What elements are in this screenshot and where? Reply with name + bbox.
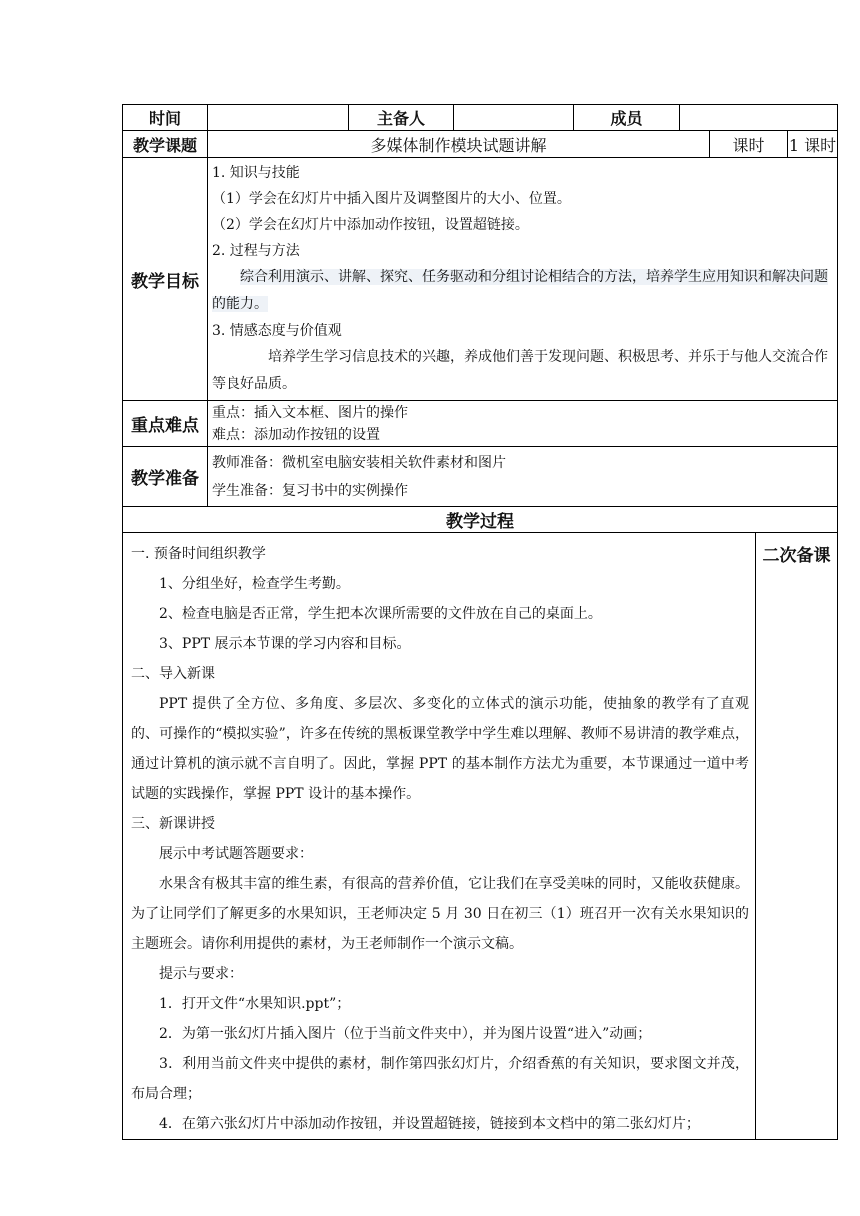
- section-3-heading: 三、新课讲授: [131, 816, 215, 832]
- teacher-preparation: 教师准备：微机室电脑安装相关软件素材和图片: [212, 454, 506, 471]
- step-1-3: 3、PPT 展示本节课的学习内容和目标。: [159, 636, 411, 652]
- intro-paragraph: PPT 提供了全方位、多角度、多层次、多变化的立体式的演示功能，使抽象的教学有了直观的、可操作的“模拟实验”，许多在传统的黑板课堂教学中学生难以理解、教师不易讲清的教学难点，通过计算机的演示就不言自明了。因此，掌握 PPT 的基本制作方法尤为重要，本节课通过一道中考试题的实践操作，掌握 PPT 设计的基本操作。: [131, 696, 749, 802]
- hours-value: 1 课时: [788, 131, 838, 158]
- key-points-row: [123, 401, 838, 447]
- preparer-value: [454, 105, 574, 131]
- preparation-row: [123, 447, 838, 507]
- exam-scenario-paragraph: 水果含有极其丰富的维生素，有很高的营养价值，它让我们在享受美味的同时，又能收获健康。为了让同学们了解更多的水果知识，王老师决定 5 月 30 日在初三（1）班召开一次有关水果知识的主题班会。请你利用提供的素材，为王老师制作一个演示文稿。: [131, 876, 749, 952]
- members-value: [680, 105, 838, 131]
- time-label: 时间: [123, 105, 208, 131]
- objective-item-1: （1）学会在幻灯片中插入图片及调整图片的大小、位置。: [212, 191, 571, 207]
- members-label: 成员: [574, 105, 680, 131]
- objective-paragraph-2: 培养学生学习信息技术的兴趣，养成他们善于发现问题、积极思考、并乐于与他人交流合作等良好品质。: [212, 349, 828, 392]
- preparer-label: 主备人: [349, 105, 454, 131]
- student-preparation: 学生准备：复习书中的实例操作: [212, 482, 408, 499]
- objectives-label: 教学目标: [123, 158, 208, 401]
- step-1-2: 2、检查电脑是否正常，学生把本次课所需要的文件放在自己的桌面上。: [159, 606, 602, 622]
- objective-heading-1: 1. 知识与技能: [212, 165, 300, 181]
- section-2-heading: 二、导入新课: [131, 666, 215, 682]
- objective-heading-3: 3. 情感态度与价值观: [212, 323, 342, 339]
- process-title: 教学过程: [123, 507, 838, 533]
- second-preparation-label: 二次备课: [756, 533, 838, 1140]
- exam-requirements-heading: 展示中考试题答题要求：: [159, 846, 313, 862]
- key-point: 重点：插入文本框、图片的操作: [212, 404, 408, 421]
- topic-row: [123, 131, 838, 158]
- requirement-3: 3．利用当前文件夹中提供的素材，制作第四张幻灯片，介绍香蕉的有关知识，要求图文并茂，布局合理；: [131, 1056, 749, 1102]
- key-points-content: [208, 401, 838, 447]
- objective-item-2: （2）学会在幻灯片中添加动作按钮，设置超链接。: [212, 217, 529, 233]
- preparation-label: 教学准备: [123, 447, 208, 507]
- requirement-4: 4．在第六张幻灯片中添加动作按钮，并设置超链接，链接到本文档中的第二张幻灯片；: [159, 1116, 700, 1132]
- lesson-plan-table: [122, 104, 838, 1140]
- topic-value: 多媒体制作模块试题讲解: [208, 131, 710, 158]
- hours-label: 课时: [710, 131, 788, 158]
- preparation-content: [208, 447, 838, 507]
- step-1-1: 1、分组坐好，检查学生考勤。: [159, 576, 350, 592]
- header-row: [123, 105, 838, 131]
- difficult-point: 难点：添加动作按钮的设置: [212, 426, 380, 443]
- time-value: [208, 105, 349, 131]
- requirement-1: 1．打开文件“水果知识.ppt”；: [159, 996, 351, 1012]
- objective-heading-2: 2. 过程与方法: [212, 243, 300, 259]
- process-content-row: [123, 533, 838, 1140]
- objectives-row: [123, 158, 838, 401]
- process-title-row: [123, 507, 838, 533]
- section-1-heading: 一. 预备时间组织教学: [131, 546, 266, 562]
- objectives-content: [208, 158, 838, 401]
- requirement-2: 2．为第一张幻灯片插入图片（位于当前文件夹中），并为图片设置“进入”动画；: [159, 1026, 652, 1042]
- objective-paragraph-1: 综合利用演示、讲解、探究、任务驱动和分组讨论相结合的方法，培养学生应用知识和解决问题的能力。: [212, 269, 828, 312]
- topic-label: 教学课题: [123, 131, 208, 158]
- hints-heading: 提示与要求：: [159, 966, 243, 982]
- key-points-label: 重点难点: [123, 401, 208, 447]
- process-content: [123, 533, 756, 1140]
